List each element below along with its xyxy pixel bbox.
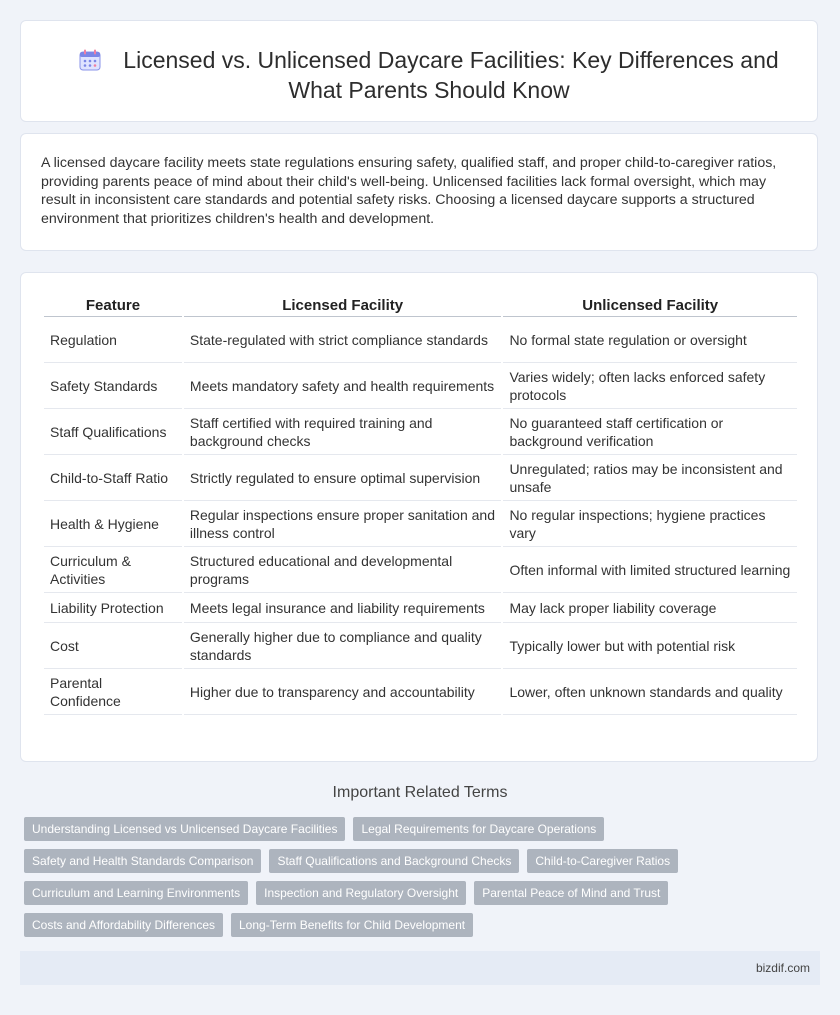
- title-wrap: [61, 45, 797, 105]
- related-term-tag[interactable]: Safety and Health Standards Comparison: [24, 849, 261, 873]
- related-terms-list: [24, 817, 814, 937]
- table-header-row: [44, 294, 797, 317]
- table-row: [44, 501, 797, 547]
- related-term-tag[interactable]: Staff Qualifications and Background Checks: [269, 849, 519, 873]
- unlicensed-cell: Often informal with limited structured learning: [503, 547, 797, 593]
- unlicensed-cell: Unregulated; ratios may be inconsistent and unsafe: [503, 455, 797, 501]
- title-line-1: Licensed vs. Unlicensed Daycare Facilities: Key Differences and: [123, 47, 779, 73]
- table-row: [44, 547, 797, 593]
- feature-cell: Safety Standards: [44, 363, 182, 409]
- header-feature: Feature: [44, 294, 182, 317]
- licensed-cell: Meets legal insurance and liability requirements: [184, 593, 502, 623]
- feature-cell: Curriculum & Activities: [44, 547, 182, 593]
- related-term-tag[interactable]: Child-to-Caregiver Ratios: [527, 849, 678, 873]
- table-row: [44, 669, 797, 715]
- related-term-tag[interactable]: Legal Requirements for Daycare Operations: [353, 817, 604, 841]
- page-title: [61, 45, 797, 105]
- related-terms-title: Important Related Terms: [332, 784, 508, 801]
- unlicensed-cell: No formal state regulation or oversight: [503, 317, 797, 363]
- licensed-cell: Higher due to transparency and accountability: [184, 669, 502, 715]
- unlicensed-cell: Lower, often unknown standards and quality: [503, 669, 797, 715]
- related-term-tag[interactable]: Inspection and Regulatory Oversight: [256, 881, 466, 905]
- related-term-tag[interactable]: Curriculum and Learning Environments: [24, 881, 248, 905]
- calendar-icon: [79, 49, 101, 71]
- feature-cell: Child-to-Staff Ratio: [44, 455, 182, 501]
- feature-cell: Staff Qualifications: [44, 409, 182, 455]
- table-row: [44, 409, 797, 455]
- related-term-tag[interactable]: Long-Term Benefits for Child Development: [231, 913, 473, 937]
- licensed-cell: Structured educational and developmental programs: [184, 547, 502, 593]
- licensed-cell: Generally higher due to compliance and quality standards: [184, 623, 502, 669]
- feature-cell: Parental Confidence: [44, 669, 182, 715]
- intro-card: [20, 133, 818, 251]
- comparison-card: [20, 272, 818, 762]
- footer-site-link[interactable]: bizdif.com: [755, 961, 810, 975]
- feature-cell: Liability Protection: [44, 593, 182, 623]
- licensed-cell: Staff certified with required training and background checks: [184, 409, 502, 455]
- intro-text: A licensed daycare facility meets state regulations ensuring safety, qualified staff, and proper child-to-caregiver ratios, providing parents peace of mind about their child's well-being. Unlicensed facilities lack formal oversight, which may result in inconsistent care standards and potential safety risks. Choosing a licensed daycare supports a structured environment that prioritizes children's health and development.: [41, 155, 777, 227]
- licensed-cell: State-regulated with strict compliance standards: [184, 317, 502, 363]
- title-line-2: What Parents Should Know: [288, 77, 570, 103]
- feature-cell: Regulation: [44, 317, 182, 363]
- feature-cell: Health & Hygiene: [44, 501, 182, 547]
- licensed-cell: Meets mandatory safety and health requirements: [184, 363, 502, 409]
- header-licensed: Licensed Facility: [184, 294, 502, 317]
- table-row: [44, 593, 797, 623]
- header-unlicensed: Unlicensed Facility: [503, 294, 797, 317]
- feature-cell: Cost: [44, 623, 182, 669]
- related-term-tag[interactable]: Parental Peace of Mind and Trust: [474, 881, 668, 905]
- table-row: [44, 623, 797, 669]
- table-row: [44, 455, 797, 501]
- footer: [20, 951, 820, 985]
- table-row: [44, 363, 797, 409]
- unlicensed-cell: No guaranteed staff certification or background verification: [503, 409, 797, 455]
- unlicensed-cell: Varies widely; often lacks enforced safety protocols: [503, 363, 797, 409]
- related-term-tag[interactable]: Understanding Licensed vs Unlicensed Daycare Facilities: [24, 817, 345, 841]
- comparison-table: [42, 294, 799, 715]
- licensed-cell: Strictly regulated to ensure optimal supervision: [184, 455, 502, 501]
- unlicensed-cell: No regular inspections; hygiene practices vary: [503, 501, 797, 547]
- related-term-tag[interactable]: Costs and Affordability Differences: [24, 913, 223, 937]
- unlicensed-cell: May lack proper liability coverage: [503, 593, 797, 623]
- table-row: [44, 317, 797, 363]
- licensed-cell: Regular inspections ensure proper sanitation and illness control: [184, 501, 502, 547]
- unlicensed-cell: Typically lower but with potential risk: [503, 623, 797, 669]
- title-card: [20, 20, 818, 122]
